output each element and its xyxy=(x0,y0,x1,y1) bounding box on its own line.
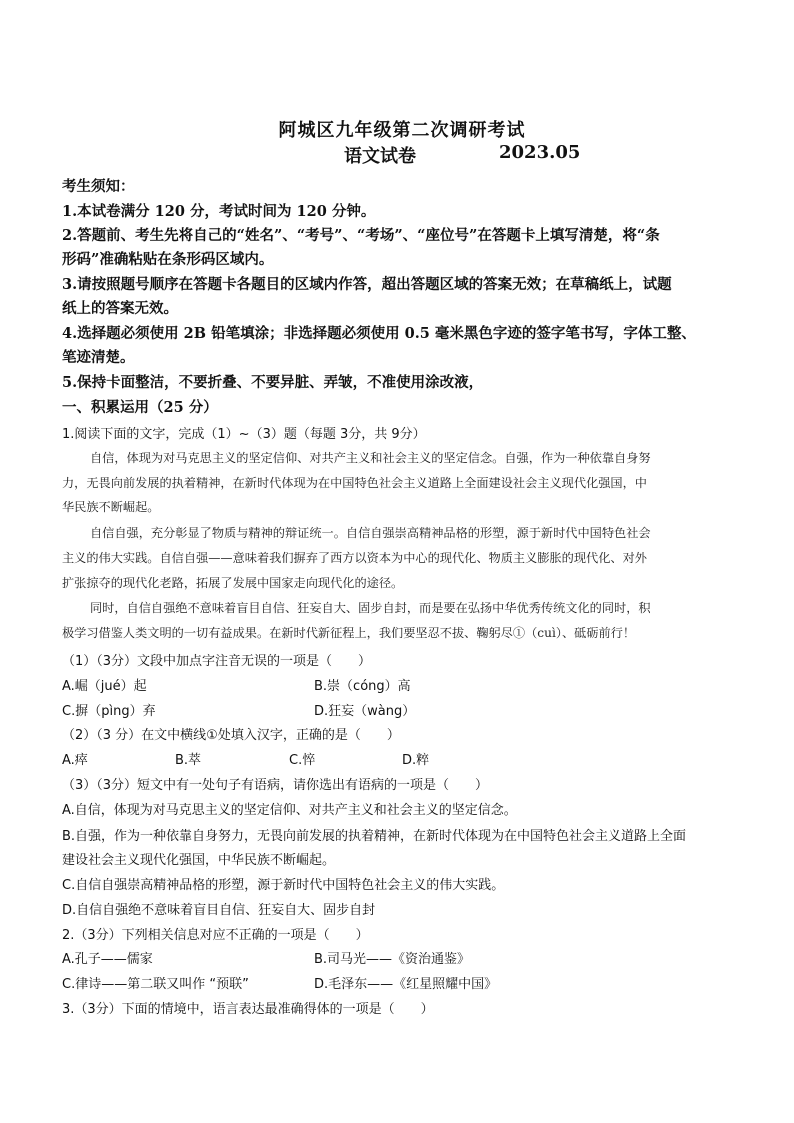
question-stem: （1）（3分）文段中加点字注音无误的一项是（ ） xyxy=(62,654,372,669)
option-c: C.悴 xyxy=(289,753,316,768)
passage-line: 主义的伟大实践。自信自强——意味着我们摒弃了西方以资本为中心的现代化、物质主义膨胀的现代化、对外 xyxy=(62,551,647,565)
option-d: D.粹 xyxy=(402,753,430,768)
passage-line: 华民族不断崛起。 xyxy=(62,500,160,514)
option-row xyxy=(62,675,742,694)
question-stem: （3）（3分）短文中有一处句子有语病，请你选出有语病的一项是（ ） xyxy=(62,778,489,793)
passage-line: 自信自强，充分彰显了物质与精神的辩证统一。自信自强崇高精神品格的形塑，源于新时代中国特色社会 xyxy=(90,526,651,540)
notice-item: 4.选择题必须使用 2B 铅笔填涂；非选择题必须使用 0.5 毫米黑色字迹的签字笔书写，字体工整、 xyxy=(62,325,696,342)
option-d: D.毛泽东——《红星照耀中国》 xyxy=(314,977,498,992)
exam-date: 2023.05 xyxy=(499,142,581,163)
notice-heading: 考生须知： xyxy=(62,178,135,195)
notice-item: 3.请按照题号顺序在答题卡各题目的区域内作答，超出答题区域的答案无效；在草稿纸上，试题 xyxy=(62,276,672,293)
notice-item: 2.答题前、考生先将自己的“姓名”、“考号”、“考场”、“座位号”在答题卡上填写清楚，将“条 xyxy=(62,227,660,244)
question-stem: 2.（3分）下列相关信息对应不正确的一项是（ ） xyxy=(62,928,369,943)
option-b: B.崇（cóng）高 xyxy=(314,679,411,694)
option-row xyxy=(62,749,742,768)
section-heading: 一、积累运用（25 分） xyxy=(62,399,218,416)
passage-line: 极学习借鉴人类文明的一切有益成果。在新时代新征程上，我们要坚忍不拔、鞠躬尽①（cuì）、砥砺前行！ xyxy=(62,626,636,640)
question-stem: 3.（3分）下面的情境中，语言表达最准确得体的一项是（ ） xyxy=(62,1002,434,1017)
option-a: A.崛（jué）起 xyxy=(62,679,147,694)
notice-item: 形码”准确粘贴在条形码区域内。 xyxy=(62,251,274,268)
option-c: C.摒（pìng）弃 xyxy=(62,704,156,719)
option-c: C.律诗——第二联又叫作 “预联” xyxy=(62,977,249,992)
notice-item: 1.本试卷满分 120 分，考试时间为 120 分钟。 xyxy=(62,203,376,220)
option-b: B.自强，作为一种依靠自身努力，无畏向前发展的执着精神，在新时代体现为在中国特色社会主义道路上全面 xyxy=(62,829,687,844)
option-row xyxy=(62,700,742,719)
option-d: D.自信自强绝不意味着盲目自信、狂妄自大、固步自封 xyxy=(62,903,376,918)
notice-item: 笔迹清楚。 xyxy=(62,349,135,366)
option-b: B.萃 xyxy=(175,753,202,768)
subject-label: 语文试卷 xyxy=(344,146,416,167)
passage-line: 自信，体现为对马克思主义的坚定信仰、对共产主义和社会主义的坚定信念。自强，作为一种依靠自身努 xyxy=(90,451,651,465)
option-row xyxy=(62,973,742,992)
option-a: A.自信，体现为对马克思主义的坚定信仰、对共产主义和社会主义的坚定信念。 xyxy=(62,803,517,818)
option-row xyxy=(62,948,742,967)
question-stem: 1.阅读下面的文字，完成（1）~（3）题（每题 3分，共 9分） xyxy=(62,427,426,442)
passage-line: 力，无畏向前发展的执着精神，在新时代体现为在中国特色社会主义道路上全面建设社会主义现代化强国，中 xyxy=(62,476,647,490)
exam-title: 阿城区九年级第二次调研考试 xyxy=(278,120,526,141)
question-stem: （2）（3 分）在文中横线①处填入汉字，正确的是（ ） xyxy=(62,728,400,743)
option-b-continued: 建设社会主义现代化强国，中华民族不断崛起。 xyxy=(62,853,336,868)
option-a: A.孔子——儒家 xyxy=(62,952,153,967)
passage-line: 扩张掠夺的现代化老路，拓展了发展中国家走向现代化的途径。 xyxy=(62,576,404,590)
notice-item: 5.保持卡面整洁，不要折叠、不要异脏、弄皱，不准使用涂改液， xyxy=(62,374,484,391)
option-c: C.自信自强崇高精神品格的形塑，源于新时代中国特色社会主义的伟大实践。 xyxy=(62,878,505,893)
option-b: B.司马光——《资治通鉴》 xyxy=(314,952,471,967)
option-a: A.瘁 xyxy=(62,753,88,768)
option-d: D.狂妄（wàng） xyxy=(314,704,416,719)
notice-item: 纸上的答案无效。 xyxy=(62,300,178,317)
passage-line: 同时，自信自强绝不意味着盲目自信、狂妄自大、固步自封，而是要在弘扬中华优秀传统文化的同时，积 xyxy=(90,601,651,615)
